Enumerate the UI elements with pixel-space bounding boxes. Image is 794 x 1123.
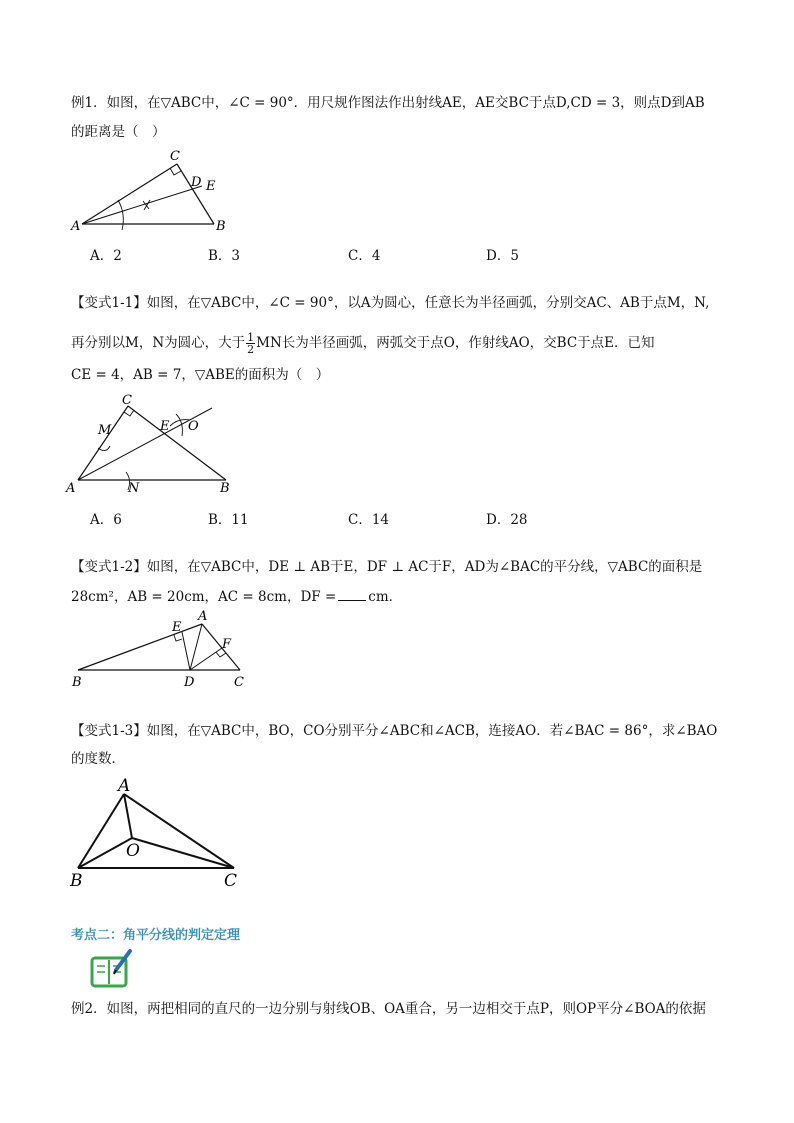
label-C: C (122, 393, 132, 408)
label-B: B (220, 481, 230, 496)
label-A: A (66, 481, 76, 496)
variant13-figure (66, 776, 246, 890)
variant12-line2: 28cm²，AB = 20cm，AC = 8cm，DF = cm． (71, 586, 402, 606)
answer-blank[interactable] (338, 586, 366, 601)
variant13-line2: 的度数． (71, 751, 125, 767)
variant11-option-a[interactable]: A．6 (90, 512, 122, 528)
label-E: E (172, 620, 182, 635)
section-title: 考点二：角平分线的判定定理 (71, 928, 241, 943)
label-N: N (128, 481, 140, 496)
variant11-line1: 【变式1-1】如图，在▽ABC中，∠C = 90°，以A为圆心，任意长为半径画弧，分别交AC、AB于点M，N, (71, 295, 710, 311)
example1-line1: 例1．如图，在▽ABC中，∠C = 90°．用尺规作图法作出射线AE，AE交BC于点D,CD = 3，则点D到AB (71, 95, 705, 111)
label-B: B (72, 675, 82, 690)
example1-line2: 的距离是（ ） (71, 124, 166, 140)
variant12-figure (66, 610, 256, 690)
label-A: A (198, 609, 208, 624)
label-D: D (191, 175, 202, 190)
label-O: O (126, 841, 140, 861)
label-E: E (206, 179, 216, 194)
label-M: M (98, 423, 112, 438)
example1-option-a[interactable]: A．2 (90, 248, 122, 264)
example1-option-b[interactable]: B．3 (208, 248, 241, 264)
example1-figure (66, 144, 246, 236)
variant11-line3: CE = 4，AB = 7，▽ABE的面积为（ ） (71, 367, 330, 383)
label-E: E (160, 419, 170, 434)
variant11-line2: 再分别以M，N为圆心，大于 $\frac{1}{2}$ MN长为半径画弧，两弧交于点O，作射线AO，交BC于点E．已知 (71, 331, 655, 356)
variant13-line1: 【变式1-3】如图，在▽ABC中，BO，CO分别平分∠ABC和∠ACB，连接AO．若∠BAC = 86°，求∠BAO (71, 723, 718, 739)
variant11-option-b[interactable]: B．11 (208, 512, 249, 528)
label-C: C (224, 871, 238, 891)
label-B: B (70, 871, 83, 891)
fraction-one-half: $\frac{1}{2}$ (247, 331, 255, 356)
variant11-figure (66, 392, 230, 496)
label-A: A (118, 776, 131, 796)
label-D: D (184, 675, 195, 690)
label-A: A (71, 219, 81, 234)
notebook-pen-icon (90, 948, 136, 990)
example2-line1: 例2．如图，两把相同的直尺的一边分别与射线OB、OA重合，另一边相交于点P，则OP平分∠BOA的依据 (71, 1001, 706, 1017)
label-B: B (216, 219, 226, 234)
label-C: C (234, 675, 244, 690)
variant11-option-c[interactable]: C．14 (348, 512, 390, 528)
example1-option-d[interactable]: D．5 (486, 248, 519, 264)
example1-option-c[interactable]: C．4 (348, 248, 381, 264)
label-O: O (188, 419, 199, 434)
variant12-line1: 【变式1-2】如图，在▽ABC中，DE ⊥ AB于E，DF ⊥ AC于F，AD为∠BAC的平分线，▽ABC的面积是 (71, 559, 703, 575)
label-C: C (170, 149, 180, 164)
variant11-option-d[interactable]: D．28 (486, 512, 528, 528)
label-F: F (222, 637, 232, 652)
